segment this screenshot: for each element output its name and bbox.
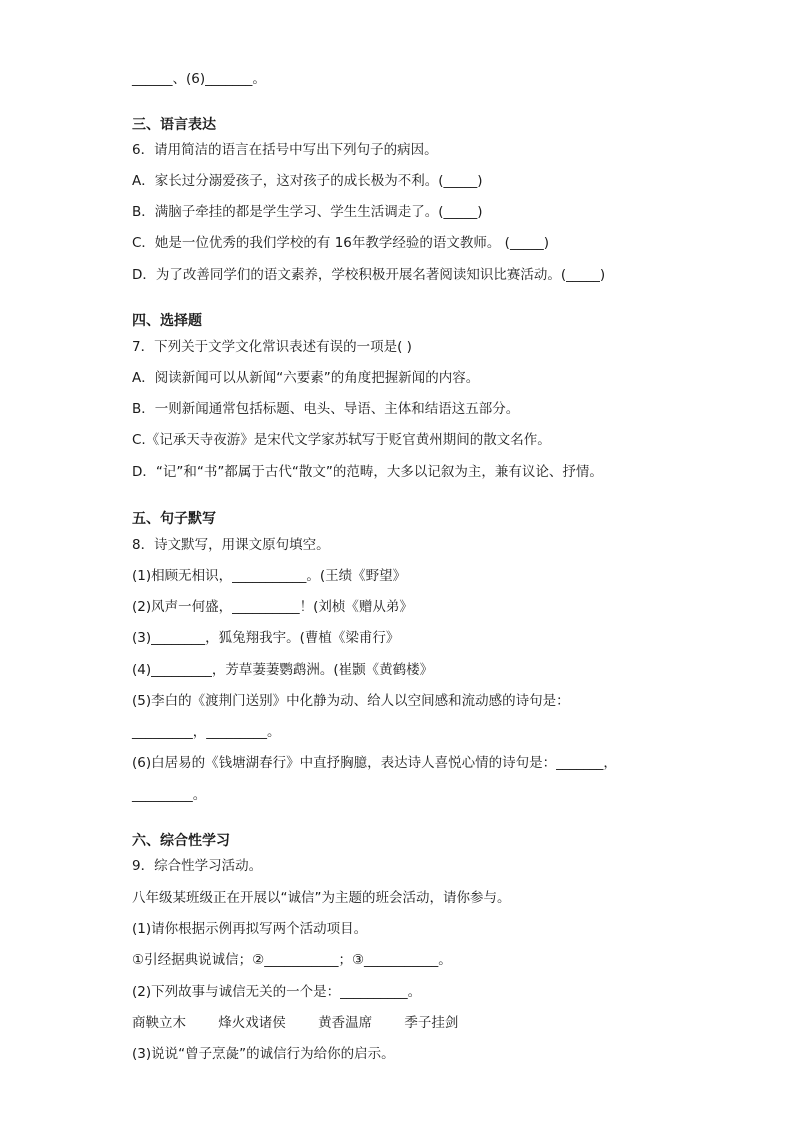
option-a: A．家长过分溺爱孩子，这对孩子的成长极为不利。(_____) (132, 173, 483, 189)
question-intro: 八年级某班级正在开展以“诚信”为主题的班会活动，请你参与。 (132, 890, 511, 906)
choice-item: 商鞅立木 (132, 1015, 186, 1031)
question-9: 9．综合性学习活动。 (132, 858, 263, 874)
sub-question: (6)白居易的《钱塘湖春行》中直抒胸臆，表达诗人喜悦心情的诗句是：_______， (132, 755, 617, 771)
section-heading: 三、语言表达 (132, 117, 216, 133)
text-line: ______、(6)_______。 (132, 71, 266, 87)
question-8: 8．诗文默写，用课文原句填空。 (132, 537, 330, 553)
sub-question: (4)_________，芳草萋萋鹦鹉洲。(崔颢《黄鹤楼》 (132, 662, 434, 678)
answer-blanks: _________。 (132, 787, 207, 803)
answer-blanks: _________，_________。 (132, 724, 281, 740)
choice-item: 烽火戏诸侯 (218, 1015, 286, 1031)
option-d: D．“记”和“书”都属于古代“散文”的范畴，大多以记叙为主，兼有议论、抒情。 (132, 464, 603, 480)
choice-item: 季子挂剑 (404, 1015, 459, 1031)
sub-question: (3)说说“曾子烹彘”的诚信行为给你的启示。 (132, 1046, 395, 1062)
sub-question: ①引经据典说诚信；②___________；③___________。 (132, 952, 452, 968)
option-c: C.《记承天寺夜游》是宋代文学家苏轼写于贬官黄州期间的散文名作。 (132, 432, 551, 448)
option-a: A．阅读新闻可以从新闻“六要素”的角度把握新闻的内容。 (132, 370, 480, 386)
option-c: C．她是一位优秀的我们学校的有 16年教学经验的语文教师。 (_____) (132, 235, 549, 251)
sub-question: (2)下列故事与诚信无关的一个是：__________。 (132, 984, 422, 1000)
question-6: 6．请用简洁的语言在括号中写出下列句子的病因。 (132, 142, 438, 158)
section-heading: 六、综合性学习 (132, 833, 230, 849)
section-heading: 四、选择题 (132, 313, 202, 329)
sub-question: (3)________，狐兔翔我宇。(曹植《梁甫行》 (132, 630, 400, 646)
sub-question: (1)相顾无相识，___________。(王绩《野望》 (132, 568, 407, 584)
sub-question: (5)李白的《渡荆门送别》中化静为动、给人以空间感和流动感的诗句是： (132, 693, 570, 709)
option-d: D．为了改善同学们的语文素养，学校积极开展名著阅读知识比赛活动。(_____) (132, 267, 606, 283)
option-b: B．满脑子牵挂的都是学生学习、学生生活调走了。(_____) (132, 204, 483, 220)
sub-question: (2)风声一何盛，__________！(刘桢《赠从弟》 (132, 599, 413, 615)
sub-question: (1)请你根据示例再拟写两个活动项目。 (132, 921, 368, 937)
story-choices (132, 1014, 486, 1032)
option-b: B．一则新闻通常包括标题、电头、导语、主体和结语这五部分。 (132, 401, 520, 417)
choice-item: 黄香温席 (318, 1015, 373, 1031)
question-7: 7．下列关于文学文化常识表述有误的一项是( ) (132, 339, 412, 355)
section-heading: 五、句子默写 (132, 511, 216, 527)
